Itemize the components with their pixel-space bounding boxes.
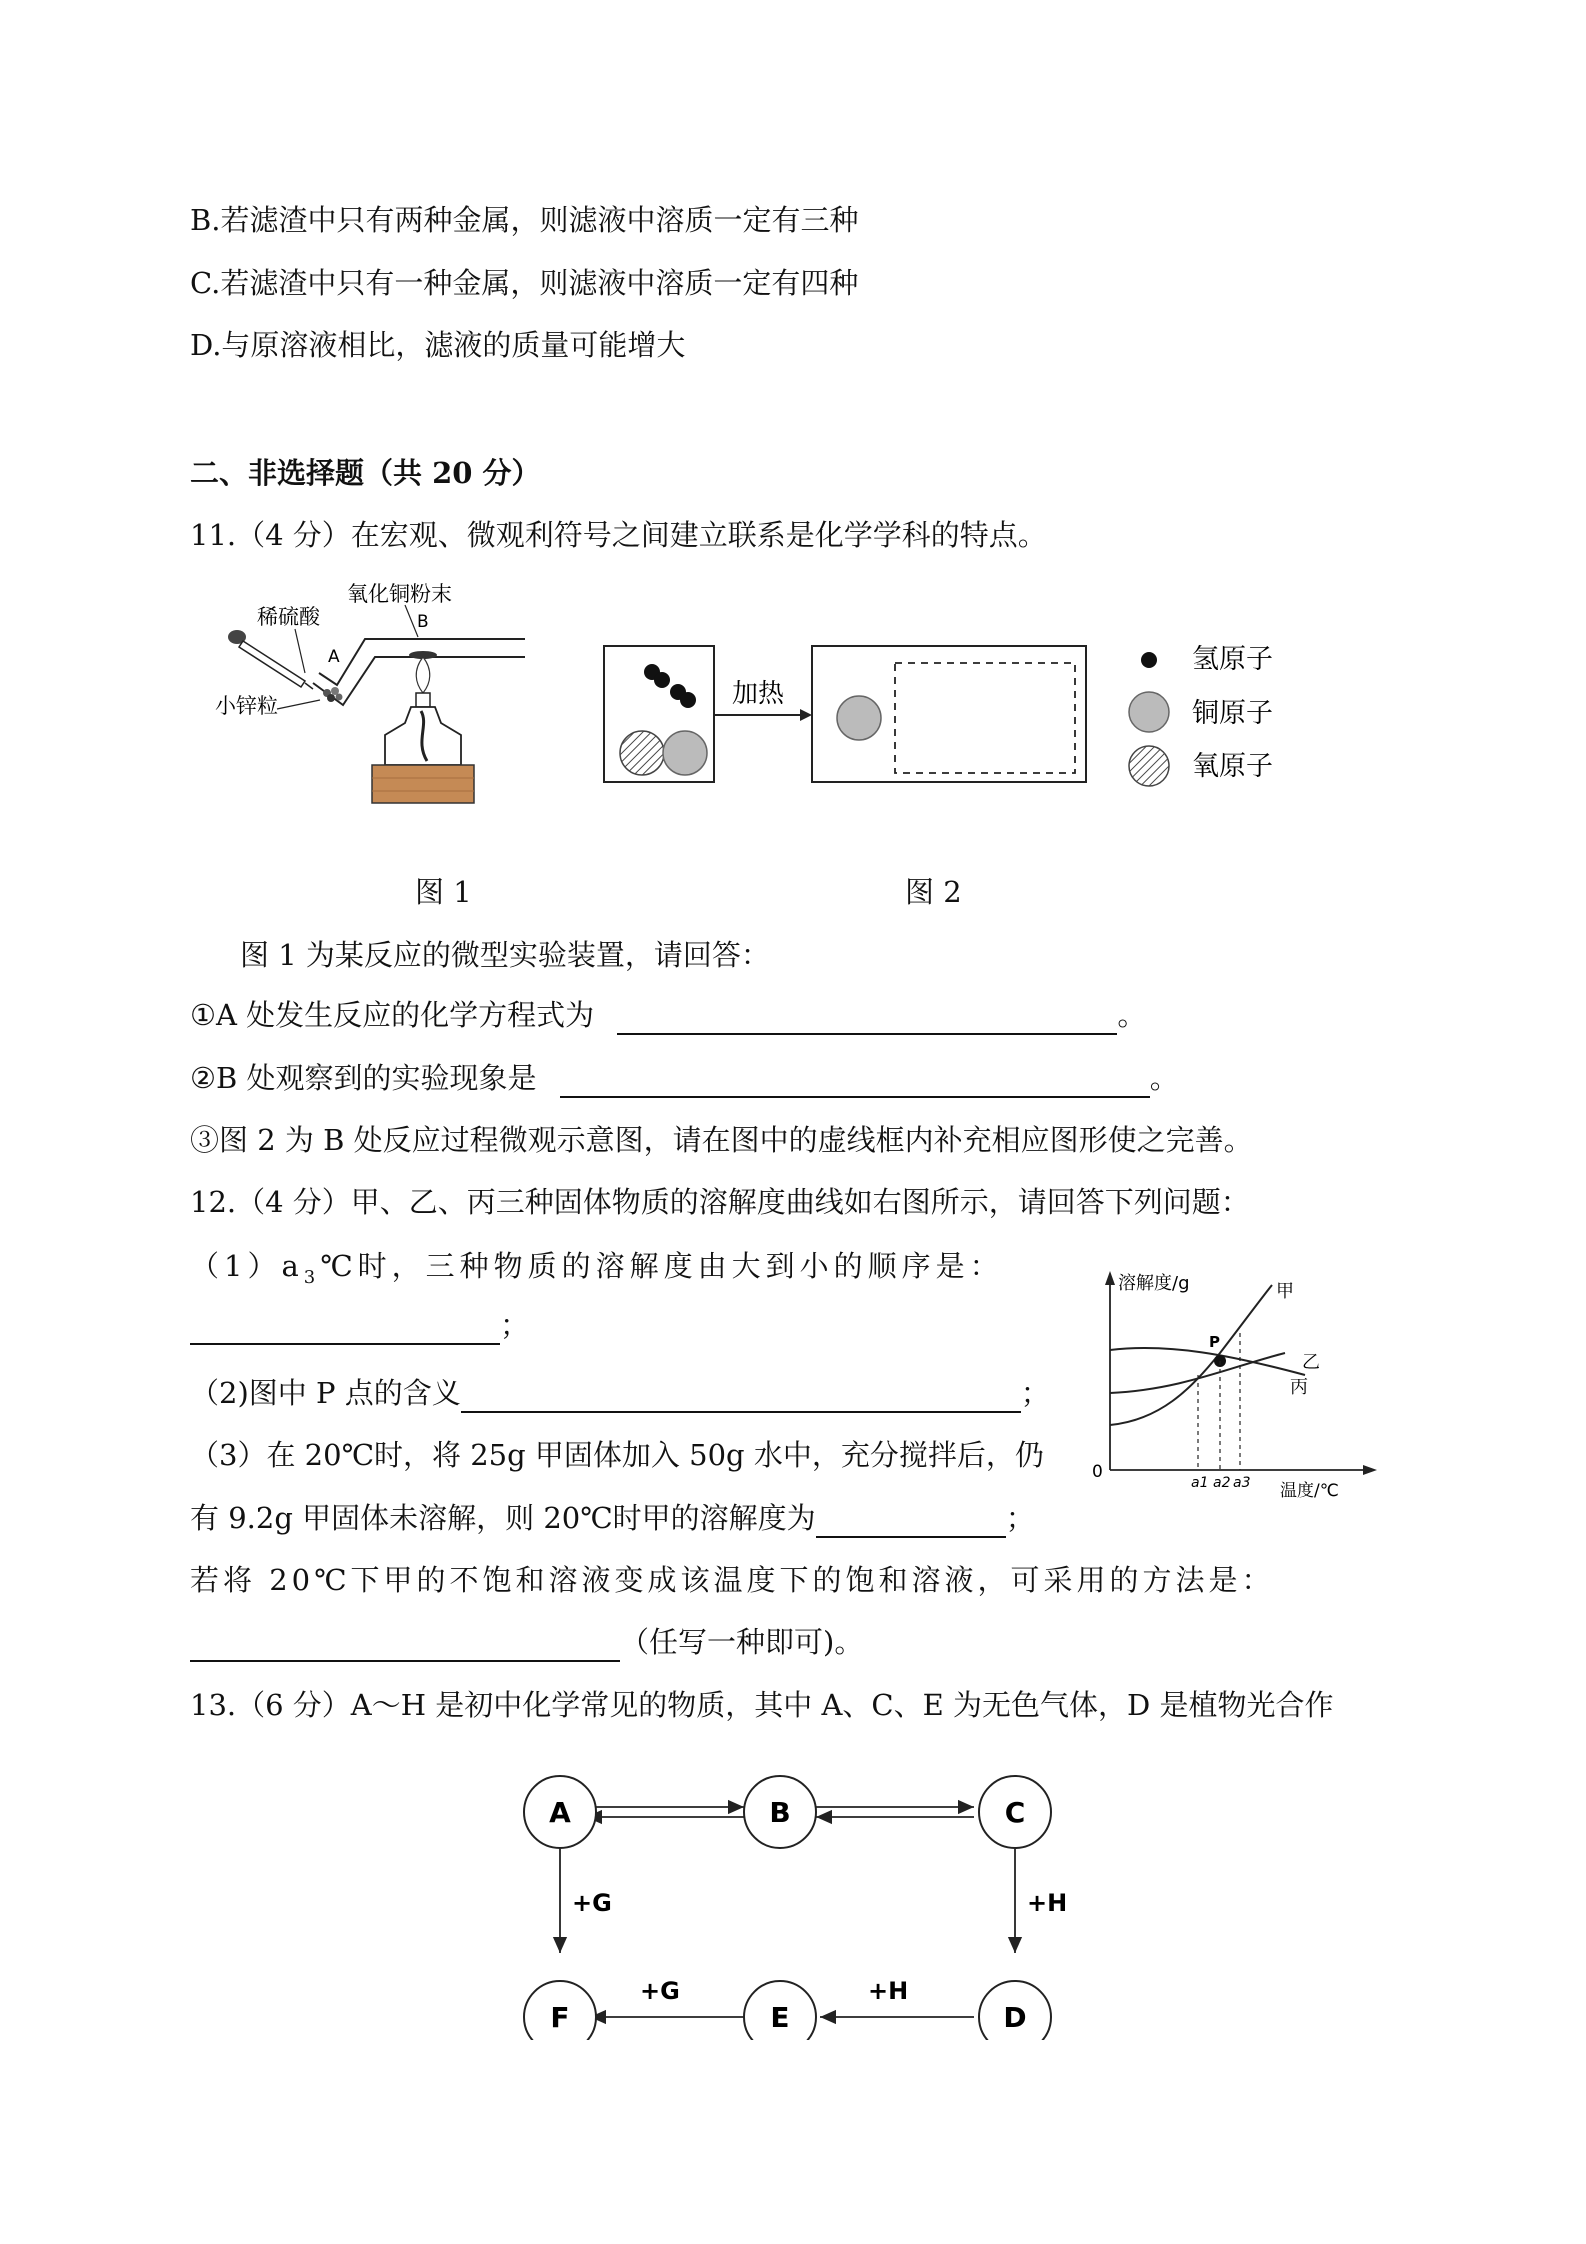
arrow-label-heat: 加热 (732, 679, 785, 709)
svg-text:A: A (549, 1796, 571, 1829)
option-c: C.若滤渣中只有一种金属，则滤液中溶质一定有四种 (190, 266, 859, 300)
dropper-icon (228, 630, 313, 689)
q12-part3a: （3）在 20℃时，将 25g 甲固体加入 50g 水中，充分搅拌后，仍 (190, 1438, 1044, 1472)
figure-1-apparatus (215, 575, 525, 830)
answer-blank-order[interactable] (190, 1313, 500, 1345)
edge-cd-label: +H (1027, 1889, 1068, 1917)
q13-relationship-diagram (510, 1765, 1080, 2040)
solubility-graph (1080, 1265, 1380, 1505)
q12-part2: （2)图中 P 点的含义 ； (190, 1373, 1050, 1413)
svg-text:C: C (1004, 1796, 1026, 1829)
tick-a1: a1 (1191, 1475, 1209, 1491)
option-b: B.若滤渣中只有两种金属，则滤液中溶质一定有三种 (190, 203, 859, 237)
q11-part1-text: ①A 处发生反应的化学方程式为 (190, 998, 595, 1032)
svg-text:E: E (770, 2001, 790, 2034)
q12-part4: 若将 20℃下甲的不饱和溶液变成该温度下的饱和溶液，可采用的方法是： (190, 1563, 1275, 1597)
label-zinc: 小锌粒 (215, 694, 278, 718)
answer-blank-method[interactable] (190, 1630, 620, 1662)
label-dilute-acid: 稀硫酸 (257, 605, 320, 629)
node-d (979, 1981, 1051, 2040)
legend-copper-icon (1129, 692, 1169, 732)
node-a (524, 1776, 596, 1848)
node-b (744, 1776, 816, 1848)
y-axis-label: 溶解度/g (1118, 1273, 1190, 1294)
node-f (524, 1981, 596, 2040)
option-d: D.与原溶液相比，滤液的质量可能增大 (190, 328, 686, 362)
label-copper-oxide: 氧化铜粉末 (347, 582, 452, 606)
point-p-label: P (1209, 1333, 1220, 1351)
legend-copper: 铜原子 (1192, 698, 1273, 729)
curve-jia-label: 甲 (1276, 1281, 1294, 1302)
edge-ef-label: +G (640, 1977, 680, 2005)
q11-part1: ①A 处发生反应的化学方程式为 。 (190, 995, 1146, 1035)
legend-oxygen: 氧原子 (1192, 751, 1273, 782)
figure-2-micro-diagram (600, 630, 1290, 800)
q11-part2-text: ②B 处观察到的实验现象是 (190, 1061, 537, 1095)
q12-part5: （任写一种即可)。 (190, 1622, 863, 1662)
tick-a3: a3 (1233, 1475, 1251, 1491)
edge-af-label: +G (572, 1889, 612, 1917)
edge-de-label: +H (868, 1977, 909, 2005)
figure-2-caption: 图 2 (905, 875, 962, 909)
figure-1-caption: 图 1 (415, 875, 472, 909)
label-a: A (328, 647, 340, 667)
q11-stem: 11.（4 分）在宏观、微观利符号之间建立联系是化学学科的特点。 (190, 518, 1047, 552)
curve-bing-label: 丙 (1290, 1377, 1308, 1398)
q12-part1: $(1)a_3℃$时，三种物质的溶解度由大到小的顺序是： (190, 1249, 1004, 1288)
legend-hydrogen-icon (1141, 652, 1157, 668)
legend-oxygen-icon (1129, 746, 1169, 786)
curve-yi-label: 乙 (1302, 1352, 1320, 1373)
answer-blank-phenomenon[interactable] (560, 1066, 1150, 1098)
legend-hydrogen: 氢原子 (1192, 644, 1273, 675)
answer-blank-solubility[interactable] (816, 1506, 1006, 1538)
q12-part1-answer: ； (190, 1305, 529, 1345)
x-axis-label: 温度/℃ (1280, 1481, 1339, 1501)
node-e (744, 1981, 816, 2040)
label-b: B (417, 612, 429, 632)
q11-part3: ③图 2 为 B 处反应过程微观示意图，请在图中的虚线框内补充相应图形使之完善。 (190, 1123, 1253, 1157)
node-c (979, 1776, 1051, 1848)
q11-intro: 图 1 为某反应的微型实验装置，请回答： (240, 938, 770, 972)
curve-yi (1110, 1348, 1305, 1375)
tick-a2: a2 (1213, 1475, 1231, 1491)
q12-part3b: 有 9.2g 甲固体未溶解，则 20℃时甲的溶解度为 ； (190, 1498, 1035, 1538)
origin-label: 0 (1092, 1462, 1103, 1482)
q11-part2: ②B 处观察到的实验现象是 。 (190, 1058, 1179, 1098)
svg-text:D: D (1003, 2001, 1027, 2034)
section-title: 二、非选择题（共 20 分） (190, 456, 541, 490)
q13-stem: 13.（6 分）A～H 是初中化学常见的物质，其中 A、C、E 为无色气体，D 是植物光合作 (190, 1688, 1334, 1722)
q12-stem: 12.（4 分）甲、乙、丙三种固体物质的溶解度曲线如右图所示，请回答下列问题： (190, 1185, 1250, 1219)
answer-blank-equation[interactable] (617, 1003, 1117, 1035)
svg-text:F: F (550, 2001, 570, 2034)
curve-jia (1110, 1285, 1272, 1425)
answer-blank-p-meaning[interactable] (461, 1381, 1021, 1413)
svg-text:B: B (769, 1796, 791, 1829)
